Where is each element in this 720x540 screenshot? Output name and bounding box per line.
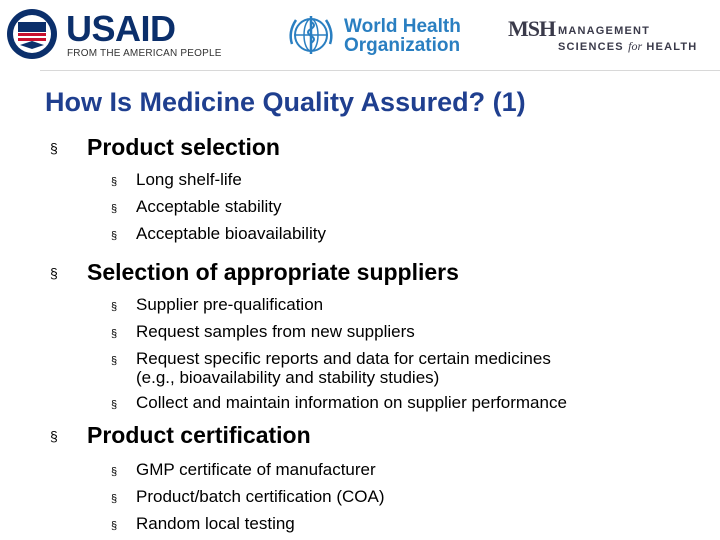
list-item: § Long shelf-life [0, 170, 720, 189]
bullet-icon: § [111, 493, 118, 505]
who-wordmark-line1: World Health [344, 16, 461, 37]
usaid-wordmark: USAID [66, 8, 176, 49]
slide-title: How Is Medicine Quality Assured? (1) [45, 87, 526, 117]
bullet-icon: § [111, 328, 118, 340]
bullet-icon: § [111, 355, 118, 367]
bullet-icon: § [111, 399, 118, 411]
list-item: § Product/batch certification (COA) [0, 487, 720, 506]
who-emblem-icon [286, 10, 336, 60]
bullet-icon: § [111, 230, 118, 242]
who-wordmark [344, 17, 461, 55]
usaid-logo [6, 8, 222, 64]
who-logo [286, 8, 466, 64]
list-item: § Collect and maintain information on supplier performance [0, 393, 720, 412]
bullet-icon: § [50, 265, 58, 281]
section-heading [0, 422, 720, 448]
section-heading-text: Product selection [87, 134, 280, 160]
section-heading-text: Selection of appropriate suppliers [87, 259, 459, 285]
section-heading [0, 134, 720, 160]
msh-logo [508, 12, 718, 62]
bullet-icon: § [50, 140, 58, 156]
list-item: § Request specific reports and data for certain medicines (e.g., bioavailability and stability studies) [111, 349, 551, 387]
who-wordmark-line2: Organization [344, 35, 461, 56]
bullet-icon: § [50, 428, 58, 444]
list-item: § Acceptable stability [0, 197, 720, 216]
section-heading-text: Product certification [87, 422, 311, 448]
slide-content [0, 134, 720, 533]
usaid-seal-icon [6, 8, 58, 60]
logo-banner [0, 0, 720, 70]
bullet-icon: § [111, 203, 118, 215]
msh-mark: MSH [508, 16, 556, 41]
section-heading [0, 259, 720, 285]
list-item: § Request samples from new suppliers [0, 322, 720, 341]
bullet-icon: § [111, 301, 118, 313]
usaid-tagline: FROM THE AMERICAN PEOPLE [67, 48, 222, 59]
msh-wordmark [558, 24, 697, 55]
list-item: § Supplier pre-qualification [0, 295, 720, 314]
bullet-icon: § [111, 176, 118, 188]
msh-wordmark-line1: MANAGEMENT [558, 25, 651, 37]
msh-wordmark-line2: SCIENCES for HEALTH [558, 39, 698, 53]
bullet-icon: § [111, 520, 118, 532]
bullet-icon: § [111, 466, 118, 478]
list-item: § GMP certificate of manufacturer [0, 460, 720, 479]
header-divider [40, 70, 720, 71]
list-item: § Random local testing [0, 514, 720, 533]
list-item: § Acceptable bioavailability [0, 224, 720, 243]
